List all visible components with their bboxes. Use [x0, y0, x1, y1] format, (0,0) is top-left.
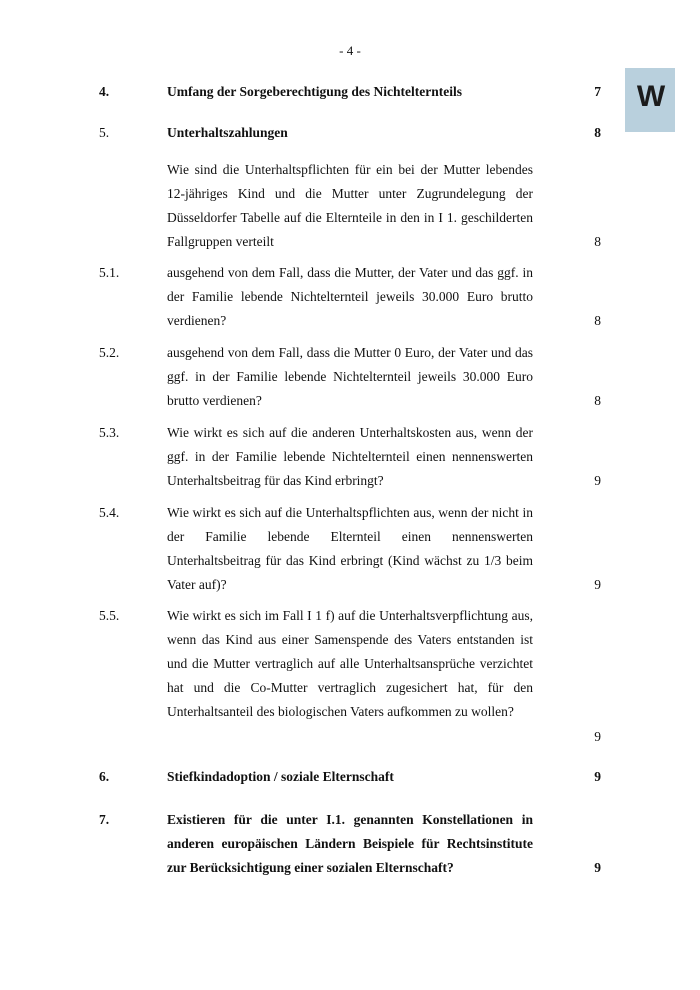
toc-number: 5.4. — [99, 505, 120, 520]
logo-letter: W — [636, 80, 664, 113]
toc-number: 5.1. — [99, 265, 120, 280]
toc-title: Existieren für die unter I.1. genannten Konstellationen in anderen europäischen Ländern Beispiele für Rechtsinstitute zur Berücksichtigung einer sozialen Elternschaft? — [167, 812, 533, 875]
toc-number: 5.2. — [99, 345, 120, 360]
toc-title: Wie wirkt es sich auf die anderen Unterhaltskosten aus, wenn der ggf. in der Familie lebende Nichtelternteil einen nennenswerten Unterhaltsbeitrag für das Kind erbringt? — [167, 425, 533, 488]
toc-page: 7 — [594, 84, 601, 99]
toc-number: 5.3. — [99, 425, 120, 440]
toc-page: 9 — [594, 577, 601, 592]
toc-page: 8 — [594, 125, 601, 140]
toc-page: 9 — [594, 473, 601, 488]
toc-page: 9 — [594, 860, 601, 875]
logo — [625, 68, 675, 132]
toc-title: Stiefkindadoption / soziale Elternschaft — [167, 769, 394, 784]
toc-page: 8 — [594, 313, 601, 328]
toc-title: ausgehend von dem Fall, dass die Mutter, der Vater und das ggf. in der Familie lebende Nichtelternteil jeweils 30.000 Euro brutto verdienen? — [167, 265, 533, 328]
toc-number: 5.5. — [99, 608, 120, 623]
toc-title: Umfang der Sorgeberechtigung des Nichtelternteils — [167, 84, 462, 99]
toc-number: 4. — [99, 84, 110, 99]
page-number: - 4 - — [339, 43, 361, 58]
toc-number: 6. — [99, 769, 110, 784]
toc-page: 9 — [594, 729, 601, 744]
toc-title: Wie wirkt es sich auf die Unterhaltspflichten aus, wenn der nicht in der Familie lebende Elternteil einen nennenswerten Unterhaltsbeitrag für das Kind erbringt (Kind wächst zu 1/3 beim Vater auf)? — [167, 505, 533, 592]
toc-page: 9 — [594, 769, 601, 784]
toc-number: 5. — [99, 125, 110, 140]
toc-page: 8 — [594, 234, 601, 249]
toc-page: 8 — [594, 393, 601, 408]
toc-title: Wie sind die Unterhaltspflichten für ein bei der Mutter lebendes 12-jähriges Kind und die Mutter unter Zugrundelegung der Düsseldorfer Tabelle auf die Elternteile in den in I 1. geschilderten Fallgruppen verteilt — [167, 162, 533, 249]
toc-number: 7. — [99, 812, 110, 827]
toc-title: Wie wirkt es sich im Fall I 1 f) auf die Unterhaltsverpflichtung aus, wenn das Kind aus einer Samenspende des Vaters entstanden ist und die Mutter vertraglich auf alle Unterhaltsansprüche verzichtet hat und die Co-Mutter vertraglich zugesichert hat, für den Unterhaltsanteil des biologischen Vaters aufkommen zu wollen? — [167, 608, 533, 719]
toc-title: ausgehend von dem Fall, dass die Mutter 0 Euro, der Vater und das ggf. in der Familie lebende Nichtelternteil jeweils 30.000 Euro brutto verdienen? — [167, 345, 533, 408]
toc-title: Unterhaltszahlungen — [167, 125, 288, 140]
